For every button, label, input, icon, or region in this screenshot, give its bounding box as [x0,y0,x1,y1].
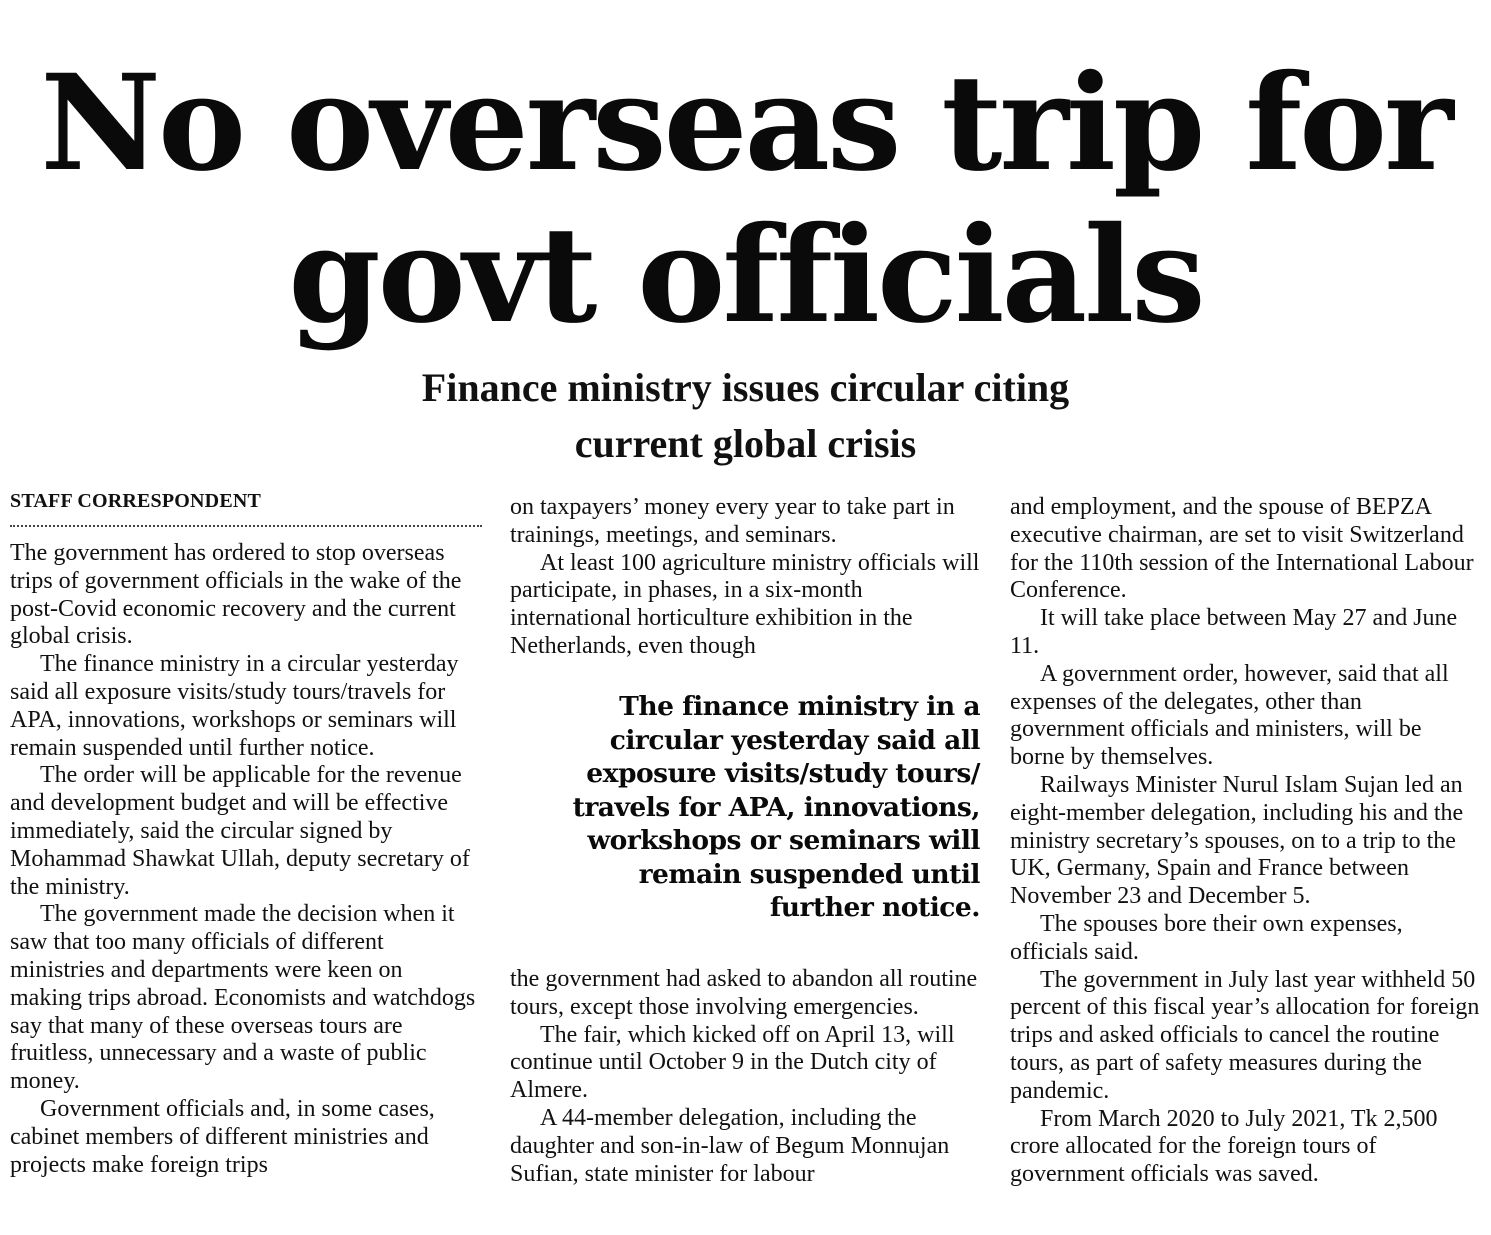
article-column-3 [1010,494,1480,1189]
paragraph: The finance ministry in a circular yesterday said all exposure visits/study tours/travels for APA, innovations, workshops or seminars will remain suspended until further notice. [10,651,459,761]
paragraph: The spouses bore their own expenses, officials said. [1010,910,1403,965]
deck-line-2: current global crisis [574,421,917,466]
article-column-2-top [510,494,985,661]
paragraph: the government had asked to abandon all routine tours, except those involving emergencies. [510,966,978,1020]
paragraph: on taxpayers’ money every year to take part in trainings, meetings, and seminars. [510,494,955,548]
paragraph: and employment, and the spouse of BEPZA executive chairman, are set to visit Switzerland for the 110th session of the International Labour Conference. [1010,494,1474,604]
paragraph: At least 100 agriculture ministry officials will participate, in phases, in a six-month international horticulture exhibition in the Netherlands, even though [510,549,980,659]
paragraph: The government has ordered to stop overseas trips of government officials in the wake of the post-Covid economic recovery and the current global crisis. [10,540,462,650]
paragraph: Railways Minister Nurul Islam Sujan led an eight-member delegation, including his and the ministry secretary’s spouses, on to a trip to the UK, Germany, Spain and France between November 23 and December 5. [1010,771,1464,910]
paragraph: From March 2020 to July 2021, Tk 2,500 crore allocated for the foreign tours of government officials was saved. [1010,1105,1438,1188]
paragraph: The order will be applicable for the revenue and development budget and will be effective immediately, said the circular signed by Mohammad Shawkat Ullah, deputy secretary of the ministry. [10,762,470,900]
deck-subheadline [0,360,1491,472]
deck-line-1: Finance ministry issues circular citing [421,365,1070,410]
paragraph: The government made the decision when it saw that too many officials of different ministries and departments were keen on making trips abroad. Economists and watchdogs say that many of these overseas tours are fruitless, unnecessary and a waste of public money. [10,901,476,1095]
byline: STAFF CORRESPONDENT [10,490,482,527]
pull-quote: The finance ministry in a circular yesterday said all exposure visits/study tours/ travels for APA, innovations, workshops or seminars will remain suspended until further notice. [572,691,980,923]
paragraph: The fair, which kicked off on April 13, will continue until October 9 in the Dutch city of Almere. [510,1021,955,1104]
paragraph: A government order, however, said that all expenses of the delegates, other than government officials and ministers, will be borne by themselves. [1010,660,1449,771]
headline [0,48,1491,352]
paragraph: The government in July last year withheld 50 percent of this fiscal year’s allocation for foreign trips and asked officials to cancel the routine tours, as part of safety measures during the pandemic. [1010,966,1480,1104]
paragraph: A 44-member delegation, including the daughter and son-in-law of Begum Monnujan Sufian, state minister for labour [510,1104,950,1187]
paragraph: It will take place between May 27 and June 11. [1010,605,1458,659]
article-column-1 [10,540,480,1179]
article-column-2-bottom [510,966,985,1188]
headline-line-2: govt officials [288,198,1203,353]
paragraph: Government officials and, in some cases, cabinet members of different ministries and projects make foreign trips [10,1095,435,1178]
headline-line-1: No overseas trip for [40,46,1451,201]
